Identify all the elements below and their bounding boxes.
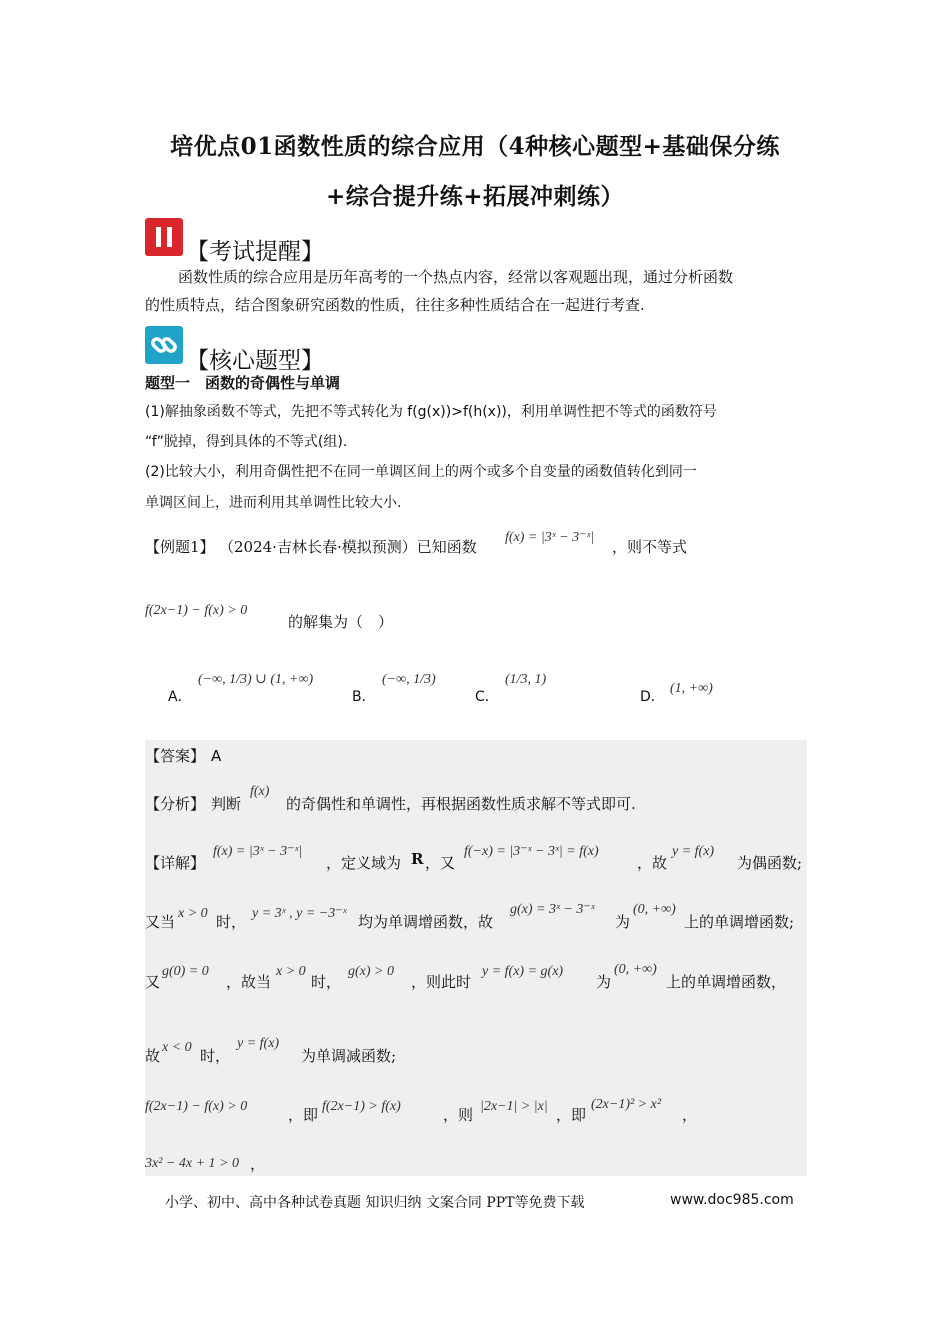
d5-t2: ，则 xyxy=(443,1106,474,1124)
example-then: ，则不等式 xyxy=(612,538,688,556)
d5-t4: ， xyxy=(682,1106,698,1124)
d3-m3: g(x) > 0 xyxy=(348,964,394,979)
d5-t1: ，即 xyxy=(288,1106,319,1124)
example-source: （2024·吉林长春·模拟预测）已知函数 xyxy=(219,538,477,556)
page-title-line1: 培优点01函数性质的综合应用（4种核心题型+基础保分练 xyxy=(170,133,780,160)
d1-R: R xyxy=(411,850,424,868)
option-b-letter[interactable]: B． xyxy=(352,689,376,705)
d1-t1: ，定义域为 xyxy=(326,854,402,872)
d2-t1: 时， xyxy=(216,913,247,931)
analysis-post: 的奇偶性和单调性，再根据函数性质求解不等式即可. xyxy=(286,795,636,813)
answer-label: 【答案】 xyxy=(145,747,206,765)
analysis-label: 【分析】 xyxy=(145,795,206,813)
d1-t2: ，又 xyxy=(425,854,456,872)
point2-line2: 单调区间上，进而利用其单调性比较大小. xyxy=(145,495,402,511)
d2-t2: 均为单调增函数，故 xyxy=(358,913,494,931)
option-c-value[interactable]: (1/3, 1) xyxy=(505,672,547,687)
d2-m3: g(x) = 3ˣ − 3⁻ˣ xyxy=(510,902,595,917)
d4-t0: 故 xyxy=(145,1047,161,1065)
option-d-letter[interactable]: D． xyxy=(640,689,665,705)
d3-t1: ，故当 xyxy=(226,973,272,991)
d1-m1: f(x) = |3ˣ − 3⁻ˣ| xyxy=(213,844,303,859)
d3-m4: y = f(x) = g(x) xyxy=(482,964,564,979)
d1-t3: ，故 xyxy=(637,854,668,872)
example-solution-set: 的解集为（ ） xyxy=(288,613,394,631)
d6-t1: ， xyxy=(250,1155,266,1173)
d5-m4: (2x−1)² > x² xyxy=(591,1097,662,1112)
d5-m2: f(2x−1) > f(x) xyxy=(322,1099,401,1114)
d3-m2: x > 0 xyxy=(276,964,306,979)
reminder-text-line1: 函数性质的综合应用是历年高考的一个热点内容，经常以客观题出现，通过分析函数 xyxy=(178,268,734,286)
detail-label: 【详解】 xyxy=(145,854,206,872)
d3-t0: 又 xyxy=(145,973,161,991)
analysis-pre: 判断 xyxy=(211,795,242,813)
pause-icon xyxy=(145,218,183,256)
d2-m2: y = 3ˣ , y = −3⁻ˣ xyxy=(252,906,347,921)
d2-t3: 为 xyxy=(615,913,631,931)
type1-title: 题型一 函数的奇偶性与单调 xyxy=(145,374,341,392)
point1-line2: “f”脱掉，得到具体的不等式(组). xyxy=(145,434,348,450)
d2-t0: 又当 xyxy=(145,913,176,931)
footer-text: 小学、初中、高中各种试卷真题 知识归纳 文案合同 PPT等免费下载 xyxy=(165,1195,585,1211)
d3-t5: 上的单调增函数， xyxy=(666,973,787,991)
page-title-line2: +综合提升练+拓展冲刺练） xyxy=(325,183,625,210)
d1-t4: 为偶函数; xyxy=(737,854,803,872)
d3-m5: (0, +∞) xyxy=(614,962,657,977)
d4-t1: 时， xyxy=(200,1047,231,1065)
link-icon xyxy=(145,326,183,364)
example-label: 【例题1】 xyxy=(145,538,215,556)
point1-line1: (1)解抽象函数不等式，先把不等式转化为 f(g(x))>f(h(x))，利用单调性把不等式的函数符号 xyxy=(145,404,717,420)
d2-m4: (0, +∞) xyxy=(633,902,676,917)
analysis-fx: f(x) xyxy=(250,784,270,799)
option-a-value[interactable]: (−∞, 1/3) ∪ (1, +∞) xyxy=(198,672,314,687)
point2-line1: (2)比较大小，利用奇偶性把不在同一单调区间上的两个或多个自变量的函数值转化到同一 xyxy=(145,464,697,480)
option-d-value[interactable]: (1, +∞) xyxy=(670,681,713,696)
d3-t4: 为 xyxy=(596,973,612,991)
d5-t3: ，即 xyxy=(556,1106,587,1124)
d6-m1: 3x² − 4x + 1 > 0 xyxy=(145,1156,239,1171)
option-c-letter[interactable]: C． xyxy=(475,689,499,705)
d3-t3: ，则此时 xyxy=(411,973,472,991)
d2-t4: 上的单调增函数; xyxy=(684,913,795,931)
option-b-value[interactable]: (−∞, 1/3) xyxy=(382,672,436,687)
example-inequality: f(2x−1) − f(x) > 0 xyxy=(145,603,248,618)
d4-m1: x < 0 xyxy=(162,1040,192,1055)
core-heading: 【核心题型】 xyxy=(186,348,324,374)
d1-m3: y = f(x) xyxy=(672,844,715,859)
reminder-heading: 【考试提醒】 xyxy=(186,239,324,265)
footer-url[interactable]: www.doc985.com xyxy=(670,1192,794,1208)
reminder-text-line2: 的性质特点，结合图象研究函数的性质，往往多种性质结合在一起进行考查. xyxy=(145,296,645,314)
option-a-letter[interactable]: A． xyxy=(168,689,192,705)
d4-t2: 为单调减函数; xyxy=(301,1047,397,1065)
d1-m2: f(−x) = |3⁻ˣ − 3ˣ| = f(x) xyxy=(464,844,599,859)
d4-m2: y = f(x) xyxy=(237,1036,280,1051)
d3-m1: g(0) = 0 xyxy=(162,964,209,979)
d5-m1: f(2x−1) − f(x) > 0 xyxy=(145,1099,248,1114)
d3-t2: 时， xyxy=(311,973,342,991)
d2-m1: x > 0 xyxy=(178,906,208,921)
d5-m3: |2x−1| > |x| xyxy=(480,1099,548,1114)
example-function: f(x) = |3ˣ − 3⁻ˣ| xyxy=(505,530,595,545)
answer-value: A xyxy=(211,747,222,765)
